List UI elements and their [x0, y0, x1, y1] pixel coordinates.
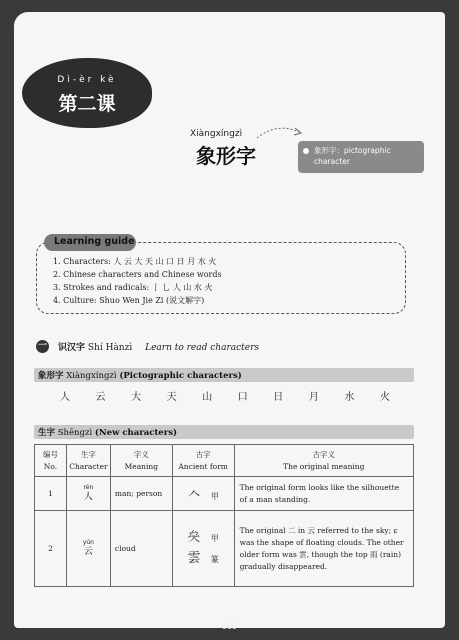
bar-title-en: (Pictographic characters): [119, 371, 242, 381]
section-number: 一: [37, 341, 47, 351]
ancient-glyph: 𠫯: [187, 529, 201, 545]
guide-line: 4. Culture: Shuo Wen Jie Zi (说文解字): [53, 296, 205, 305]
lesson-pinyin: Dì-èr kè: [57, 75, 117, 85]
bar-title-cn: 生字: [38, 428, 56, 438]
row-pinyin: rén: [83, 484, 94, 491]
bar-title-pinyin: Xiàngxíngzì: [66, 371, 117, 381]
lesson-subtitle-pinyin: Xiàngxíngzì: [190, 129, 243, 139]
row-pinyin: yún: [82, 539, 94, 546]
character-item: 山: [202, 392, 213, 403]
character-item: 月: [308, 392, 319, 403]
learning-guide-box: [36, 242, 406, 314]
page-number: 009: [221, 622, 238, 631]
table-header-row: [35, 445, 414, 477]
learning-guide-label: Learning guide: [44, 234, 136, 251]
row-ancient-form: [172, 477, 234, 511]
row-original-meaning: The original 二 in 云 referred to the sky; ɕ was the shape of floating clouds. The other older form was 雲, though the top 雨 (rain) gradually disappeared.: [234, 511, 413, 587]
vocab-note: [298, 141, 424, 173]
guide-line: 3. Strokes and radicals: 亅 乚 人 山 水 火: [53, 283, 213, 292]
row-meaning: cloud: [110, 511, 172, 587]
character-item: 大: [131, 392, 142, 403]
character-item: 天: [166, 392, 177, 403]
section-title-cn: 识汉字: [58, 343, 86, 353]
ancient-glyph: 𠆢: [187, 488, 201, 503]
row-number: 2: [35, 511, 67, 587]
dotted-arrow-icon: [255, 120, 305, 142]
bar-title-pinyin: Shēngzì: [57, 428, 93, 438]
header-ancient-form: 古字 Ancient form: [172, 445, 234, 477]
character-list: [60, 388, 390, 403]
character-item: 人: [60, 392, 70, 403]
header-character: 生字 Character: [66, 445, 110, 477]
bullet-icon: [303, 148, 309, 154]
character-item: 口: [237, 392, 248, 403]
lesson-title: 第二课: [58, 93, 116, 115]
section-title-pinyin: Shí Hànzì: [87, 343, 133, 353]
row-char: 云: [83, 547, 93, 557]
header-meaning: 字义 Meaning: [110, 445, 172, 477]
row-character: [66, 511, 110, 587]
character-item: 火: [379, 392, 390, 403]
lesson-badge: [22, 58, 152, 128]
guide-line: 1. Characters: 人 云 大 天 山 口 日 月 水 火: [53, 257, 217, 266]
character-item: 日: [273, 392, 284, 403]
bar-title-cn: 象形字: [38, 371, 64, 381]
character-item: 云: [95, 392, 106, 403]
ancient-label: 甲: [210, 492, 219, 501]
row-ancient-form: [172, 511, 234, 587]
lesson-subtitle: 象形字: [196, 144, 256, 168]
ancient-glyph: 雲: [187, 550, 201, 566]
section-title: [58, 340, 259, 353]
header-number: 编号 No.: [35, 445, 67, 477]
guide-line: 2. Chinese characters and Chinese words: [53, 270, 222, 279]
header-original-meaning: 古字义 The original meaning: [234, 445, 413, 477]
row-char: 人: [83, 492, 93, 502]
vocab-note-text: 象形字：pictographic character: [314, 146, 391, 166]
new-characters-table: [34, 444, 414, 587]
row-character: [66, 477, 110, 511]
ancient-label: 甲: [210, 533, 219, 543]
section-title-en: Learn to read characters: [145, 343, 260, 353]
bar-title-en: (New characters): [94, 428, 177, 438]
table-row: [35, 511, 414, 587]
row-meaning: man; person: [110, 477, 172, 511]
pictographic-bar: [34, 368, 414, 382]
table-row: [35, 477, 414, 511]
row-number: 1: [35, 477, 67, 511]
character-item: 水: [344, 392, 355, 403]
learning-guide: [36, 234, 406, 314]
new-characters-bar: [34, 425, 414, 439]
row-original-meaning: The original form looks like the silhouette of a man standing.: [234, 477, 413, 511]
ancient-label: 篆: [210, 554, 219, 564]
